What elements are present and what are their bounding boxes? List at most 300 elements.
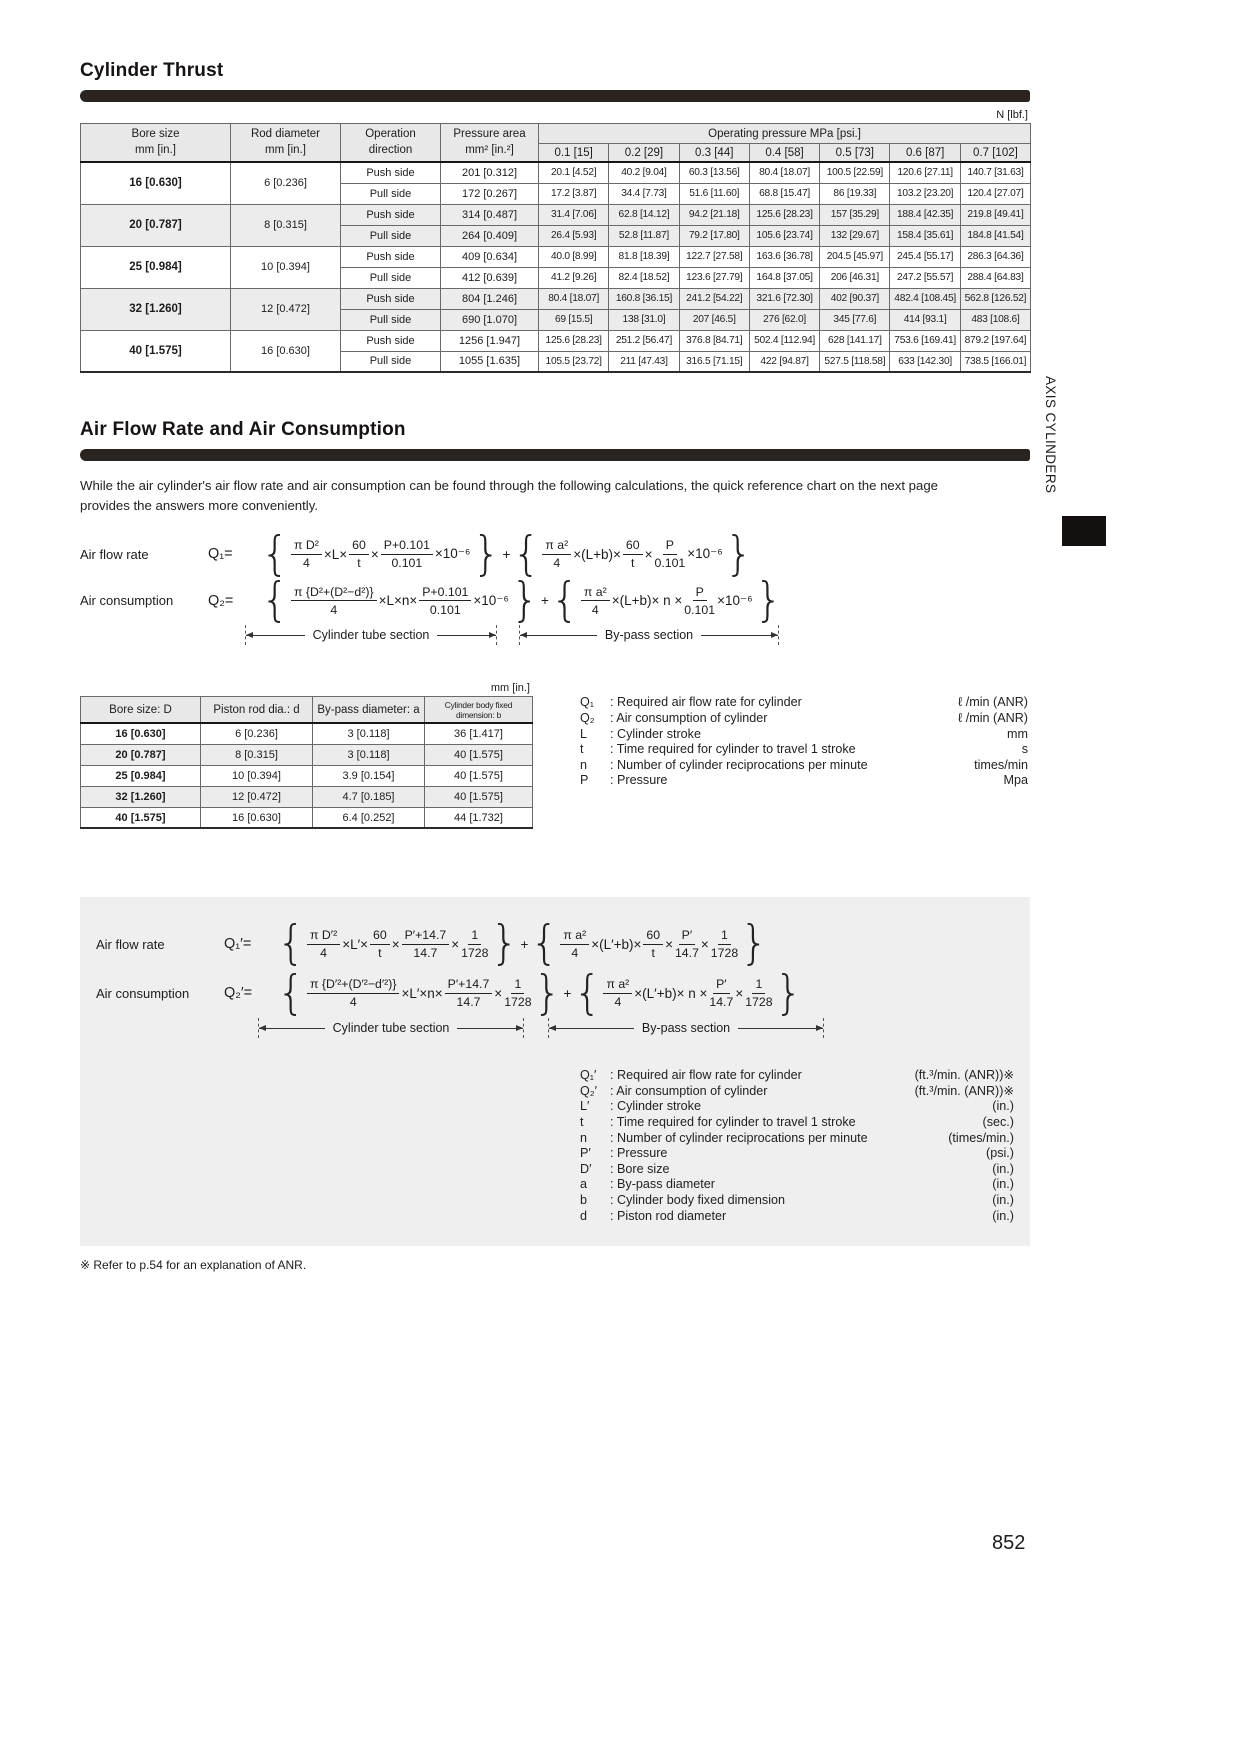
fraction-numerator: 1 xyxy=(752,977,765,994)
arrow-line xyxy=(259,1028,325,1029)
formula-brace: { xyxy=(261,573,289,628)
legend-unit: (ft.³/min. (ANR))※ xyxy=(914,1083,1014,1098)
legend-description: : Time required for cylinder to travel 1 stroke xyxy=(610,742,856,757)
col-header-line: Bore size xyxy=(131,128,180,140)
legend-symbol: Q₁′ xyxy=(580,1068,597,1083)
thrust-value-cell: 40.2 [9.04] xyxy=(609,162,679,183)
air-flow-rate-imperial-row xyxy=(96,917,1014,971)
legend-description: : Air consumption of cylinder xyxy=(610,1083,768,1098)
thrust-value-cell: 138 [31.0] xyxy=(609,309,679,330)
thrust-table-row xyxy=(81,246,1031,267)
legend-description: : Bore size xyxy=(610,1161,670,1176)
thrust-value-cell: 157 [35.29] xyxy=(820,204,890,225)
bypass-table-row xyxy=(81,765,533,786)
legend-symbol: b xyxy=(580,1193,588,1208)
arrow-line xyxy=(246,635,305,636)
pressure-area-cell: 804 [1.246] xyxy=(441,288,539,309)
col-header-operation-direction xyxy=(341,124,441,163)
col-header-rod-diameter xyxy=(231,124,341,163)
operation-direction-cell: Push side xyxy=(341,288,441,309)
fraction-denominator: 1728 xyxy=(745,995,773,1010)
section-span-label: Cylinder tube section xyxy=(312,628,430,643)
col-header-line: mm [in.] xyxy=(135,143,176,156)
thrust-value-cell: 62.8 [14.12] xyxy=(609,204,679,225)
bore-size-cell: 16 [0.630] xyxy=(81,723,201,744)
formula-text: ×(L+b)× n × xyxy=(611,593,683,609)
fraction-numerator: 60 xyxy=(370,928,390,945)
formula-lhs: Q₂= xyxy=(208,592,234,609)
thrust-value-cell: 219.8 [49.41] xyxy=(960,204,1030,225)
dimension-cell: 40 [1.575] xyxy=(425,765,533,786)
fraction-denominator: 0.101 xyxy=(429,602,461,617)
thrust-value-cell: 160.8 [36.15] xyxy=(609,288,679,309)
fraction-numerator: P′+14.7 xyxy=(402,928,450,945)
legend-symbol: Q₂ xyxy=(580,711,595,726)
air-flow-rate-formula-row xyxy=(80,527,1030,581)
bore-size-cell: 25 [0.984] xyxy=(81,765,201,786)
dimension-cell: 40 [1.575] xyxy=(425,744,533,765)
rod-diameter-cell: 16 [0.630] xyxy=(231,330,341,372)
thrust-value-cell: 86 [19.33] xyxy=(820,183,890,204)
side-tab-label: AXIS CYLINDERS xyxy=(1043,376,1058,494)
formula-text: ×10⁻⁶ xyxy=(687,546,723,562)
bore-size-cell: 32 [1.260] xyxy=(81,786,201,807)
thrust-value-cell: 105.6 [23.74] xyxy=(749,225,819,246)
legend-unit: Mpa xyxy=(1003,773,1028,788)
legend-symbol: a xyxy=(580,1177,588,1192)
thrust-value-cell: 527.5 [118.58] xyxy=(820,351,890,372)
legend-unit: (in.) xyxy=(992,1161,1014,1176)
formula-text: ×(L′+b)× xyxy=(591,936,642,952)
formula-brace: { xyxy=(550,573,579,628)
fraction-numerator: P+0.101 xyxy=(419,585,471,602)
formula-expression xyxy=(260,527,754,581)
fraction-numerator: π a² xyxy=(542,538,571,555)
dimension-cell: 10 [0.394] xyxy=(201,765,313,786)
thrust-table-head xyxy=(81,124,1031,163)
formula-text: ×(L+b)× xyxy=(573,546,621,562)
formula-brace: } xyxy=(754,573,783,628)
thrust-value-cell: 132 [29.67] xyxy=(820,225,890,246)
operation-direction-cell: Pull side xyxy=(341,309,441,330)
bypass-unit-note: mm [in.] xyxy=(490,682,530,695)
fraction-numerator: P′ xyxy=(679,928,696,945)
thrust-value-cell: 204.5 [45.97] xyxy=(820,246,890,267)
thrust-unit-note: N [lbf.] xyxy=(996,109,1028,121)
operation-direction-cell: Pull side xyxy=(341,225,441,246)
arrow-line xyxy=(457,1028,523,1029)
fraction-numerator: 60 xyxy=(643,928,663,945)
thrust-value-cell: 123.6 [27.79] xyxy=(679,267,749,288)
pressure-area-cell: 314 [0.487] xyxy=(441,204,539,225)
section-title-cylinder-thrust: Cylinder Thrust xyxy=(80,60,224,81)
fraction-denominator: 1728 xyxy=(461,946,489,961)
dimension-cell: 6.4 [0.252] xyxy=(313,807,425,828)
thrust-value-cell: 288.4 [64.83] xyxy=(960,267,1030,288)
legend-unit: ℓ /min (ANR) xyxy=(958,711,1028,726)
fraction-numerator: P xyxy=(663,538,677,555)
legend-symbol: P′ xyxy=(580,1146,591,1161)
formula-text: × xyxy=(665,936,673,952)
formula-brace: } xyxy=(774,966,803,1021)
thrust-value-cell: 80.4 [18.07] xyxy=(749,162,819,183)
bore-size-cell: 40 [1.575] xyxy=(81,807,201,828)
legend-description: : By-pass diameter xyxy=(610,1177,715,1192)
page-content xyxy=(80,0,1030,1272)
thrust-value-cell: 211 [47.43] xyxy=(609,351,679,372)
col-header-bypass-diameter-a: By-pass diameter: a xyxy=(313,697,425,724)
legend-unit: (in.) xyxy=(992,1193,1014,1208)
formula-fraction xyxy=(654,538,685,570)
thrust-value-cell: 184.8 [41.54] xyxy=(960,225,1030,246)
formula-fraction xyxy=(560,928,589,960)
thrust-table-row xyxy=(81,288,1031,309)
fraction-denominator: t xyxy=(631,556,635,571)
legend-row xyxy=(580,1209,1014,1225)
dimension-cell: 44 [1.732] xyxy=(425,807,533,828)
pressure-area-cell: 1055 [1.635] xyxy=(441,351,539,372)
fraction-numerator: π a² xyxy=(603,977,632,994)
fraction-numerator: 1 xyxy=(468,928,481,945)
legend-row xyxy=(580,742,1028,758)
thrust-value-cell: 251.2 [56.47] xyxy=(609,330,679,351)
bypass-table-column xyxy=(80,675,532,829)
bypass-table-row xyxy=(81,786,533,807)
dimension-cell: 16 [0.630] xyxy=(201,807,313,828)
formula-lhs: Q₁′= xyxy=(224,936,252,953)
formula-fraction xyxy=(445,977,493,1009)
legend-description: : Piston rod diameter xyxy=(610,1208,727,1223)
legend-unit: ℓ /min (ANR) xyxy=(958,695,1028,710)
formula-fraction xyxy=(291,585,377,617)
legend-description: : Number of cylinder reciprocations per minute xyxy=(610,1130,868,1145)
formula-brace: { xyxy=(512,527,541,581)
thrust-value-cell: 422 [94.87] xyxy=(749,351,819,372)
fraction-numerator: π D′² xyxy=(307,928,340,945)
thrust-value-cell: 633 [142.30] xyxy=(890,351,960,372)
legend-row xyxy=(580,773,1028,789)
fraction-numerator: π D² xyxy=(291,538,322,555)
formula-text: + xyxy=(502,546,511,562)
formula-fraction xyxy=(504,977,531,1009)
formula-text: ×10⁻⁶ xyxy=(434,546,471,562)
legend-symbol: t xyxy=(580,742,584,757)
bore-size-cell: 20 [0.787] xyxy=(81,744,201,765)
pressure-area-cell: 201 [0.312] xyxy=(441,162,539,183)
fraction-numerator: π {D′²+(D′²−d′²)} xyxy=(307,977,399,994)
pressure-area-cell: 690 [1.070] xyxy=(441,309,539,330)
pressure-area-cell: 409 [0.634] xyxy=(441,246,539,267)
col-header-line: mm [in.] xyxy=(265,143,306,156)
formula-text: × xyxy=(644,546,653,562)
legend-row xyxy=(580,1115,1014,1131)
col-header-operating-pressure: Operating pressure MPa [psi.] xyxy=(539,124,1031,144)
formula-section-arrows xyxy=(258,1018,1014,1038)
formula-fraction xyxy=(581,585,610,617)
legend-description: : Cylinder stroke xyxy=(610,1099,701,1114)
legend-unit: (in.) xyxy=(992,1208,1014,1223)
legend-row xyxy=(580,695,1028,711)
intro-line-1: While the air cylinder's air flow rate and air consumption can be found through the following calculations, the quick reference chart on the next page xyxy=(80,478,938,494)
fraction-denominator: t xyxy=(357,556,361,571)
dimension-cell: 3 [0.118] xyxy=(313,723,425,744)
formula-fraction xyxy=(307,928,340,960)
fraction-numerator: π a² xyxy=(581,585,610,602)
fraction-denominator: 14.7 xyxy=(674,946,699,961)
thrust-value-cell: 482.4 [108.45] xyxy=(890,288,960,309)
formula-text: + xyxy=(520,936,529,952)
thrust-value-cell: 247.2 [55.57] xyxy=(890,267,960,288)
operation-direction-cell: Push side xyxy=(341,162,441,183)
thrust-value-cell: 276 [62.0] xyxy=(749,309,819,330)
formula-text: × xyxy=(494,985,503,1001)
legend-symbol: d xyxy=(580,1208,588,1223)
formula-text: × xyxy=(370,546,379,562)
rod-diameter-cell: 6 [0.236] xyxy=(231,162,341,204)
formula-fraction xyxy=(461,928,488,960)
thrust-value-cell: 20.1 [4.52] xyxy=(539,162,609,183)
thrust-value-cell: 81.8 [18.39] xyxy=(609,246,679,267)
fraction-numerator: 60 xyxy=(623,538,643,555)
formula-text: + xyxy=(563,985,572,1001)
formula-brace: } xyxy=(740,917,769,971)
fraction-numerator: π a² xyxy=(560,928,589,945)
thrust-table-row xyxy=(81,330,1031,351)
section-span-label: By-pass section xyxy=(604,628,694,643)
thrust-value-cell: 163.6 [36.78] xyxy=(749,246,819,267)
air-consumption-imperial-row xyxy=(96,966,1014,1021)
intro-paragraph xyxy=(80,476,1030,516)
formula-brace: } xyxy=(472,527,501,581)
thrust-value-cell: 207 [46.5] xyxy=(679,309,749,330)
formula-text: + xyxy=(540,593,549,609)
fraction-numerator: π {D²+(D²−d²)} xyxy=(291,585,377,602)
fraction-denominator: 4 xyxy=(614,995,622,1010)
thrust-value-cell: 562.8 [126.52] xyxy=(960,288,1030,309)
dimension-cell: 40 [1.575] xyxy=(425,786,533,807)
formula-lhs: Q₂′= xyxy=(224,985,253,1002)
legend-description: : Cylinder body fixed dimension xyxy=(610,1193,786,1208)
bore-size-cell: 16 [0.630] xyxy=(81,162,231,204)
thrust-value-cell: 188.4 [42.35] xyxy=(890,204,960,225)
pressure-col-header: 0.1 [15] xyxy=(539,144,609,162)
intro-line-2: provides the answers more conveniently. xyxy=(80,497,318,513)
legend-row xyxy=(580,1146,1014,1162)
formula-label: Air flow rate xyxy=(80,546,149,562)
formula-brace: { xyxy=(261,527,289,581)
rod-diameter-cell: 8 [0.315] xyxy=(231,204,341,246)
pressure-col-header: 0.2 [29] xyxy=(609,144,679,162)
fraction-denominator: t xyxy=(651,946,655,961)
thrust-value-cell: 82.4 [18.52] xyxy=(609,267,679,288)
legend-unit: mm xyxy=(1007,726,1028,741)
formula-fraction xyxy=(349,538,369,570)
legend-symbol: Q₂′ xyxy=(580,1083,598,1098)
thrust-value-cell: 140.7 [31.63] xyxy=(960,162,1030,183)
legend-row xyxy=(580,1084,1014,1100)
pressure-area-cell: 172 [0.267] xyxy=(441,183,539,204)
operation-direction-cell: Push side xyxy=(341,330,441,351)
legend-row xyxy=(580,758,1028,774)
formula-brace: { xyxy=(530,917,559,971)
legend-symbol: t xyxy=(580,1115,584,1130)
thrust-table xyxy=(80,123,1031,373)
formula-brace: } xyxy=(490,917,519,971)
metric-formula-block xyxy=(80,527,1030,646)
col-header-bore-size xyxy=(81,124,231,163)
fraction-denominator: 4 xyxy=(553,556,561,571)
rod-diameter-cell: 10 [0.394] xyxy=(231,246,341,288)
bypass-table-and-legend xyxy=(80,675,1030,829)
bypass-table-row xyxy=(81,723,533,744)
thrust-table-row xyxy=(81,162,1031,183)
formula-label: Air flow rate xyxy=(96,936,165,952)
operation-direction-cell: Pull side xyxy=(341,351,441,372)
fraction-denominator: 1728 xyxy=(504,995,532,1010)
thrust-value-cell: 94.2 [21.18] xyxy=(679,204,749,225)
operation-direction-cell: Push side xyxy=(341,204,441,225)
formula-brace: } xyxy=(510,573,539,628)
dimension-cell: 8 [0.315] xyxy=(201,744,313,765)
cylinder-tube-section-span xyxy=(258,1018,524,1038)
formula-brace: { xyxy=(277,917,305,971)
fraction-denominator: 4 xyxy=(303,556,310,571)
imperial-formula-box xyxy=(80,897,1030,1246)
operation-direction-cell: Push side xyxy=(341,246,441,267)
thrust-table-body xyxy=(81,162,1031,372)
fraction-denominator: 0.101 xyxy=(654,556,686,571)
formula-expression xyxy=(276,917,769,971)
legend-unit: (in.) xyxy=(992,1177,1014,1192)
fraction-denominator: 4 xyxy=(591,602,599,617)
thrust-value-cell: 100.5 [22.59] xyxy=(820,162,890,183)
thrust-value-cell: 321.6 [72.30] xyxy=(749,288,819,309)
thrust-value-cell: 69 [15.5] xyxy=(539,309,609,330)
bore-size-cell: 25 [0.984] xyxy=(81,246,231,288)
fraction-denominator: 4 xyxy=(320,946,328,961)
formula-brace: { xyxy=(573,966,602,1021)
legend-symbol: L′ xyxy=(580,1099,590,1114)
thrust-value-cell: 738.5 [166.01] xyxy=(960,351,1030,372)
cylinder-tube-section-span xyxy=(245,625,497,645)
formula-fraction xyxy=(745,977,772,1009)
formula-text: × xyxy=(735,985,744,1001)
formula-expression xyxy=(260,573,784,628)
thrust-table-row xyxy=(81,204,1031,225)
section-divider-bar xyxy=(80,90,1030,102)
formula-text: ×L′× xyxy=(342,936,368,952)
thrust-value-cell: 51.6 [11.60] xyxy=(679,183,749,204)
thrust-value-cell: 17.2 [3.87] xyxy=(539,183,609,204)
thrust-value-cell: 34.4 [7.73] xyxy=(609,183,679,204)
thrust-value-cell: 103.2 [23.20] xyxy=(890,183,960,204)
fraction-denominator: t xyxy=(378,946,382,961)
fraction-denominator: 0.101 xyxy=(684,602,716,617)
legend-description: : Number of cylinder reciprocations per minute xyxy=(610,757,868,772)
formula-fraction xyxy=(711,928,738,960)
legend-description: : Pressure xyxy=(610,773,668,788)
col-header-line: Operation xyxy=(365,128,416,140)
dimension-cell: 6 [0.236] xyxy=(201,723,313,744)
thrust-value-cell: 628 [141.17] xyxy=(820,330,890,351)
legend-row xyxy=(580,1099,1014,1115)
legend-row xyxy=(580,1068,1014,1084)
thrust-value-cell: 80.4 [18.07] xyxy=(539,288,609,309)
legend-row xyxy=(580,1162,1014,1178)
thrust-value-cell: 41.2 [9.26] xyxy=(539,267,609,288)
thrust-value-cell: 345 [77.6] xyxy=(820,309,890,330)
formula-fraction xyxy=(643,928,663,960)
fraction-denominator: 4 xyxy=(330,602,338,617)
thrust-value-cell: 60.3 [13.56] xyxy=(679,162,749,183)
section-span-label: Cylinder tube section xyxy=(332,1021,450,1036)
formula-fraction xyxy=(402,928,450,960)
thrust-value-cell: 879.2 [197.64] xyxy=(960,330,1030,351)
legend-symbol: n xyxy=(580,757,588,772)
pressure-area-cell: 264 [0.409] xyxy=(441,225,539,246)
legend-symbol: D′ xyxy=(580,1161,592,1176)
legend-unit: (sec.) xyxy=(982,1115,1014,1130)
formula-fraction xyxy=(291,538,322,570)
formula-text: × xyxy=(451,936,460,952)
arrow-line xyxy=(520,635,597,636)
fraction-numerator: P′ xyxy=(713,977,730,994)
col-header-body-fixed-dimension-b: Cylinder body fixed dimension: b xyxy=(425,697,533,724)
by-pass-section-span xyxy=(519,625,779,645)
formula-expression xyxy=(276,966,804,1021)
formula-fraction xyxy=(542,538,571,570)
col-header-pressure-area xyxy=(441,124,539,163)
col-header-line: direction xyxy=(368,143,413,156)
thrust-value-cell: 753.6 [169.41] xyxy=(890,330,960,351)
bypass-table xyxy=(80,696,533,829)
thrust-value-cell: 414 [93.1] xyxy=(890,309,960,330)
thrust-value-cell: 376.8 [84.71] xyxy=(679,330,749,351)
page-number: 852 xyxy=(992,1532,1026,1554)
thrust-value-cell: 26.4 [5.93] xyxy=(539,225,609,246)
fraction-numerator: P xyxy=(693,585,707,602)
formula-text: × xyxy=(700,936,709,952)
formula-fraction xyxy=(603,977,632,1009)
legend-description: : Required air flow rate for cylinder xyxy=(610,1068,802,1083)
formula-fraction xyxy=(381,538,433,570)
dimension-cell: 4.7 [0.185] xyxy=(313,786,425,807)
legend-unit: (psi.) xyxy=(986,1146,1014,1161)
formula-text: ×10⁻⁶ xyxy=(473,592,509,608)
formula-label: Air consumption xyxy=(96,985,190,1001)
fraction-denominator: 14.7 xyxy=(413,946,438,961)
formula-fraction xyxy=(419,585,471,617)
formula-lhs: Q₁= xyxy=(208,546,233,563)
thrust-value-cell: 125.6 [28.23] xyxy=(539,330,609,351)
bore-size-cell: 40 [1.575] xyxy=(81,330,231,372)
legend-row xyxy=(580,1177,1014,1193)
formula-fraction xyxy=(684,585,715,617)
pressure-col-header: 0.3 [44] xyxy=(679,144,749,162)
bore-size-cell: 32 [1.260] xyxy=(81,288,231,330)
col-header-line: Rod diameter xyxy=(250,128,321,140)
thrust-value-cell: 79.2 [17.80] xyxy=(679,225,749,246)
dimension-cell: 12 [0.472] xyxy=(201,786,313,807)
thrust-value-cell: 122.7 [27.58] xyxy=(679,246,749,267)
arrow-line xyxy=(437,635,496,636)
legend-unit: (in.) xyxy=(992,1099,1014,1114)
thrust-value-cell: 502.4 [112.94] xyxy=(749,330,819,351)
thrust-value-cell: 31.4 [7.06] xyxy=(539,204,609,225)
legend-description: : Pressure xyxy=(610,1146,668,1161)
section-divider-bar xyxy=(80,449,1030,461)
dimension-cell: 36 [1.417] xyxy=(425,723,533,744)
